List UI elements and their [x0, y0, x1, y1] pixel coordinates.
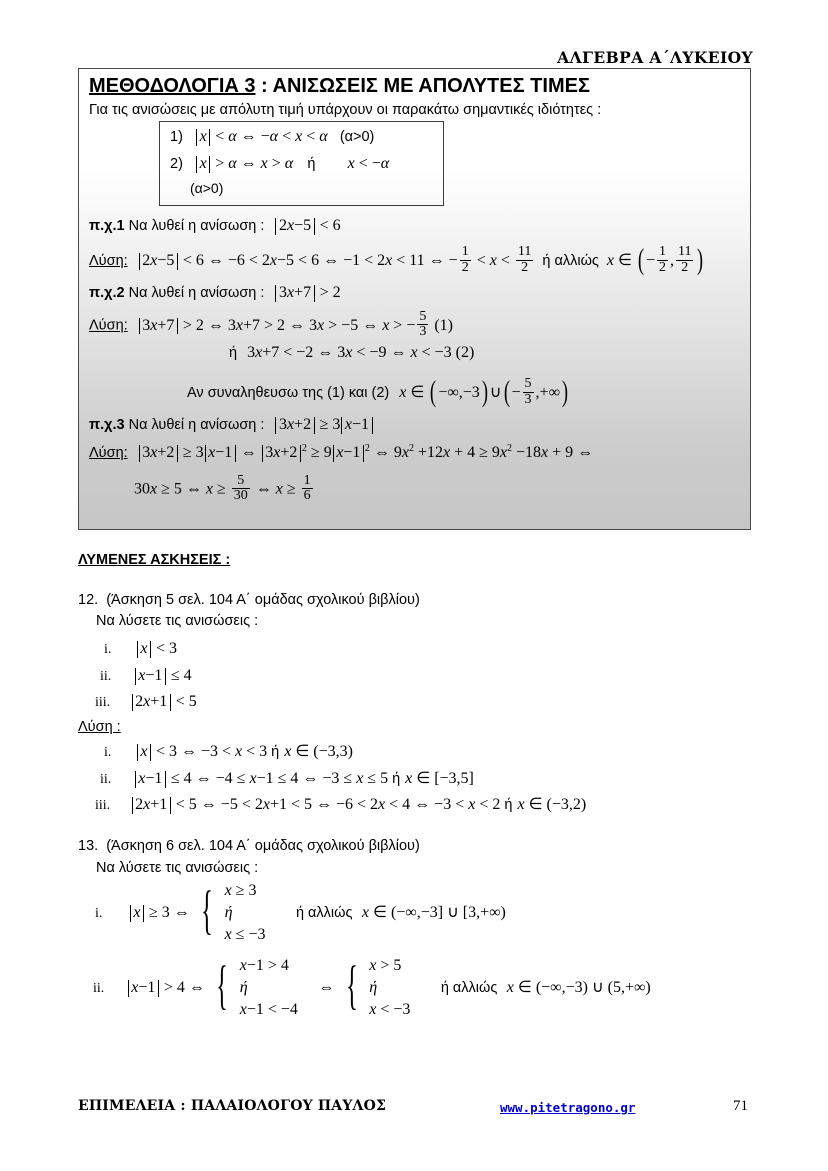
- example-2-conclusion-text: Αν συναληθευσω της (1) και (2): [187, 384, 390, 401]
- running-header: ΑΛΓΕΒΡΑ Α΄ΛΥΚΕΙΟΥ: [557, 48, 753, 67]
- example-2-solution-line-1: Λύση: 3x+7 > 2 ⇔ 3x+7 > 2 ⇔ 3x > −5 ⇔ x > − $\frac{5}{3}$ (1): [89, 309, 453, 340]
- exercise-12-instruction: Να λύσετε τις ανισώσεις :: [96, 613, 259, 629]
- exercise-12-item-iii: iii. 2x+1 < 5: [95, 693, 197, 710]
- exercise-12-solution-label: Λύση :: [78, 719, 121, 735]
- example-3-solution-line-1: Λύση: 3x+2 ≥ 3 x−1 ⇔ 3x+2 $^2$ ≥ 9 x−1 $^2$ ⇔ $9x^2 +12x + 4 \ge 9x^2 -18x + 9$ ⇔: [89, 443, 594, 461]
- example-2-solution-line-3: Αν συναληθευσω της (1) και (2) x ∈ ( −∞,−3) ∪( − $\frac{5}{3}$ ,+∞): [187, 375, 569, 408]
- example-3-solution-label: Λύση:: [89, 444, 128, 461]
- property-1-condition: (α>0): [339, 129, 375, 145]
- exercise-12-item-i: i. x < 3: [104, 640, 177, 657]
- exercise-12-number: 12.: [78, 592, 99, 608]
- methodology-box: [78, 68, 751, 530]
- properties-box: [159, 121, 444, 206]
- property-1-number: 1): [170, 129, 183, 145]
- footer-page-number: 71: [733, 1098, 748, 1114]
- example-2-prompt: Να λυθεί η ανίσωση :: [128, 285, 265, 301]
- example-2-solution-line-2: ή 3x+7 < −2 ⇔ 3x < −9 ⇔ x < −3 (2): [229, 344, 475, 361]
- exercise-12-title: [78, 592, 420, 608]
- exercise-12-solution-ii-roman: ii.: [100, 772, 112, 787]
- exercise-12-item-iii-roman: iii.: [95, 695, 111, 710]
- property-2-number: 2): [170, 156, 183, 172]
- exercise-13-item-ii-roman: ii.: [93, 981, 105, 997]
- example-3-solution-line-2: 30x ≥ 5 ⇔ x ≥ $\frac{5}{30}$ ⇔ x ≥ $\frac{1}{6}$: [134, 473, 311, 504]
- exercise-13-ii-middle-op: ⇔: [318, 979, 335, 997]
- property-2: 2) x > α ⇔ x > α ή x < −α: [170, 155, 390, 172]
- exercise-13-instruction: Να λύσετε τις ανισώσεις :: [96, 860, 259, 876]
- example-1-label: π.χ.1: [89, 218, 125, 234]
- exercise-13-item-ii: ii. x−1 > 4 ⇔ { x−1 > 4 ή x−1 < −4 ⇔ { x > 5 ή x < −3 ή αλλιώς x ∈ (−∞,−3) ∪ (5,+∞): [93, 955, 651, 1021]
- example-1-prompt: Να λυθεί η ανίσωση :: [128, 218, 265, 234]
- case-ii-1-or: ή: [239, 979, 248, 996]
- methodology-title: [89, 75, 590, 98]
- example-3-heading: π.χ.3 Να λυθεί η ανίσωση : 3x+2 ≥ 3 x−1: [89, 416, 374, 434]
- exercise-13-ii-tail-text: ή αλλιώς: [440, 980, 498, 997]
- example-3-label: π.χ.3: [89, 417, 125, 433]
- methodology-title-rest: : ΑΝΙΣΩΣΕΙΣ ΜΕ ΑΠΟΛΥΤΕΣ ΤΙΜΕΣ: [255, 75, 590, 97]
- footer-editor: ΕΠΙΜΕΛΕΙΑ : ΠΑΛΑΙΟΛΟΓΟΥ ΠΑΥΛΟΣ: [78, 1098, 387, 1114]
- property-1: 1) x < α ⇔ −α < x < α (α>0): [170, 128, 375, 145]
- exercise-13-source: (Άσκηση 6 σελ. 104 Α΄ ομάδας σχολικού βιβλίου): [106, 838, 420, 854]
- exercise-13-number: 13.: [78, 838, 99, 854]
- case-brace-ii-2: {: [345, 955, 358, 1016]
- exercise-13-i-tail-text: ή αλλιώς: [295, 905, 353, 922]
- case-i-or: ή: [224, 904, 233, 921]
- exercise-12-solution-iii: iii. 2x+1 < 5 ⇔ −5 < 2x+1 < 5 ⇔ −6 < 2x < 4 ⇔ −3 < x < 2 ή x ∈ (−3,2): [95, 796, 587, 813]
- exercise-12-item-ii-roman: ii.: [100, 669, 112, 684]
- case-column-i: x ≥ 3 ή x ≤ −3: [224, 882, 266, 943]
- example-3-prompt: Να λυθεί η ανίσωση :: [128, 417, 265, 433]
- example-2-solution-label: Λύση:: [89, 317, 128, 334]
- example-2-heading: π.χ.2 Να λυθεί η ανίσωση : 3x+7 > 2: [89, 284, 341, 301]
- exercise-13-item-i-roman: i.: [95, 906, 103, 922]
- exercise-13-item-i: i. x ≥ 3 ⇔ { x ≥ 3 ή x ≤ −3 ή αλλιώς x ∈ (−∞,−3] ∪ [3,+∞): [95, 880, 506, 946]
- case-brace-i: {: [201, 880, 213, 941]
- exercise-12-solution-iii-roman: iii.: [95, 798, 111, 813]
- property-2-condition: (α>0): [190, 180, 224, 196]
- methodology-subtitle: Για τις ανισώσεις με απόλυτη τιμή υπάρχουν οι παρακάτω σημαντικές ιδιότητες :: [89, 102, 602, 118]
- case-column-ii-1: x−1 > 4 ή x−1 < −4: [239, 957, 298, 1018]
- exercise-12-source: (Άσκηση 5 σελ. 104 Α΄ ομάδας σχολικού βιβλίου): [106, 592, 420, 608]
- footer-url-link[interactable]: www.pitetragono.gr: [500, 1100, 636, 1115]
- solved-exercises-heading: ΛΥΜΕΝΕΣ ΑΣΚΗΣΕΙΣ :: [78, 552, 231, 568]
- exercise-12-item-ii: ii. x−1 ≤ 4: [100, 667, 192, 684]
- example-1-solution-label: Λύση:: [89, 252, 128, 269]
- example-1-heading: π.χ.1 Να λυθεί η ανίσωση : 2x−5 < 6: [89, 217, 341, 234]
- example-1-solution: Λύση: 2x−5 < 6 ⇔ −6 < 2x−5 < 6 ⇔ −1 < 2x < 11 ⇔ − $\frac{1}{2}$ < x < $\frac{11}{2}$ ή αλλιώς x ∈ ( − $\frac{1}{2}$ , $\frac{11}{2}$ ): [89, 243, 704, 276]
- case-ii-2-or: ή: [369, 979, 378, 996]
- case-column-ii-2: x > 5 ή x < −3: [369, 957, 411, 1018]
- exercise-12-solution-i: i. x < 3 ⇔ −3 < x < 3 ή x ∈ (−3,3): [104, 743, 353, 760]
- exercise-12-solution-ii: ii. x−1 ≤ 4 ⇔ −4 ≤ x−1 ≤ 4 ⇔ −3 ≤ x ≤ 5 ή x ∈ [−3,5]: [100, 770, 474, 787]
- exercise-13-title: [78, 838, 420, 854]
- methodology-title-underlined: ΜΕΘΟΔΟΛΟΓΙΑ 3: [89, 75, 256, 97]
- case-brace-ii-1: {: [216, 955, 229, 1016]
- exercise-12-item-i-roman: i.: [104, 642, 112, 657]
- example-2-label: π.χ.2: [89, 285, 125, 301]
- exercise-12-solution-i-roman: i.: [104, 745, 112, 760]
